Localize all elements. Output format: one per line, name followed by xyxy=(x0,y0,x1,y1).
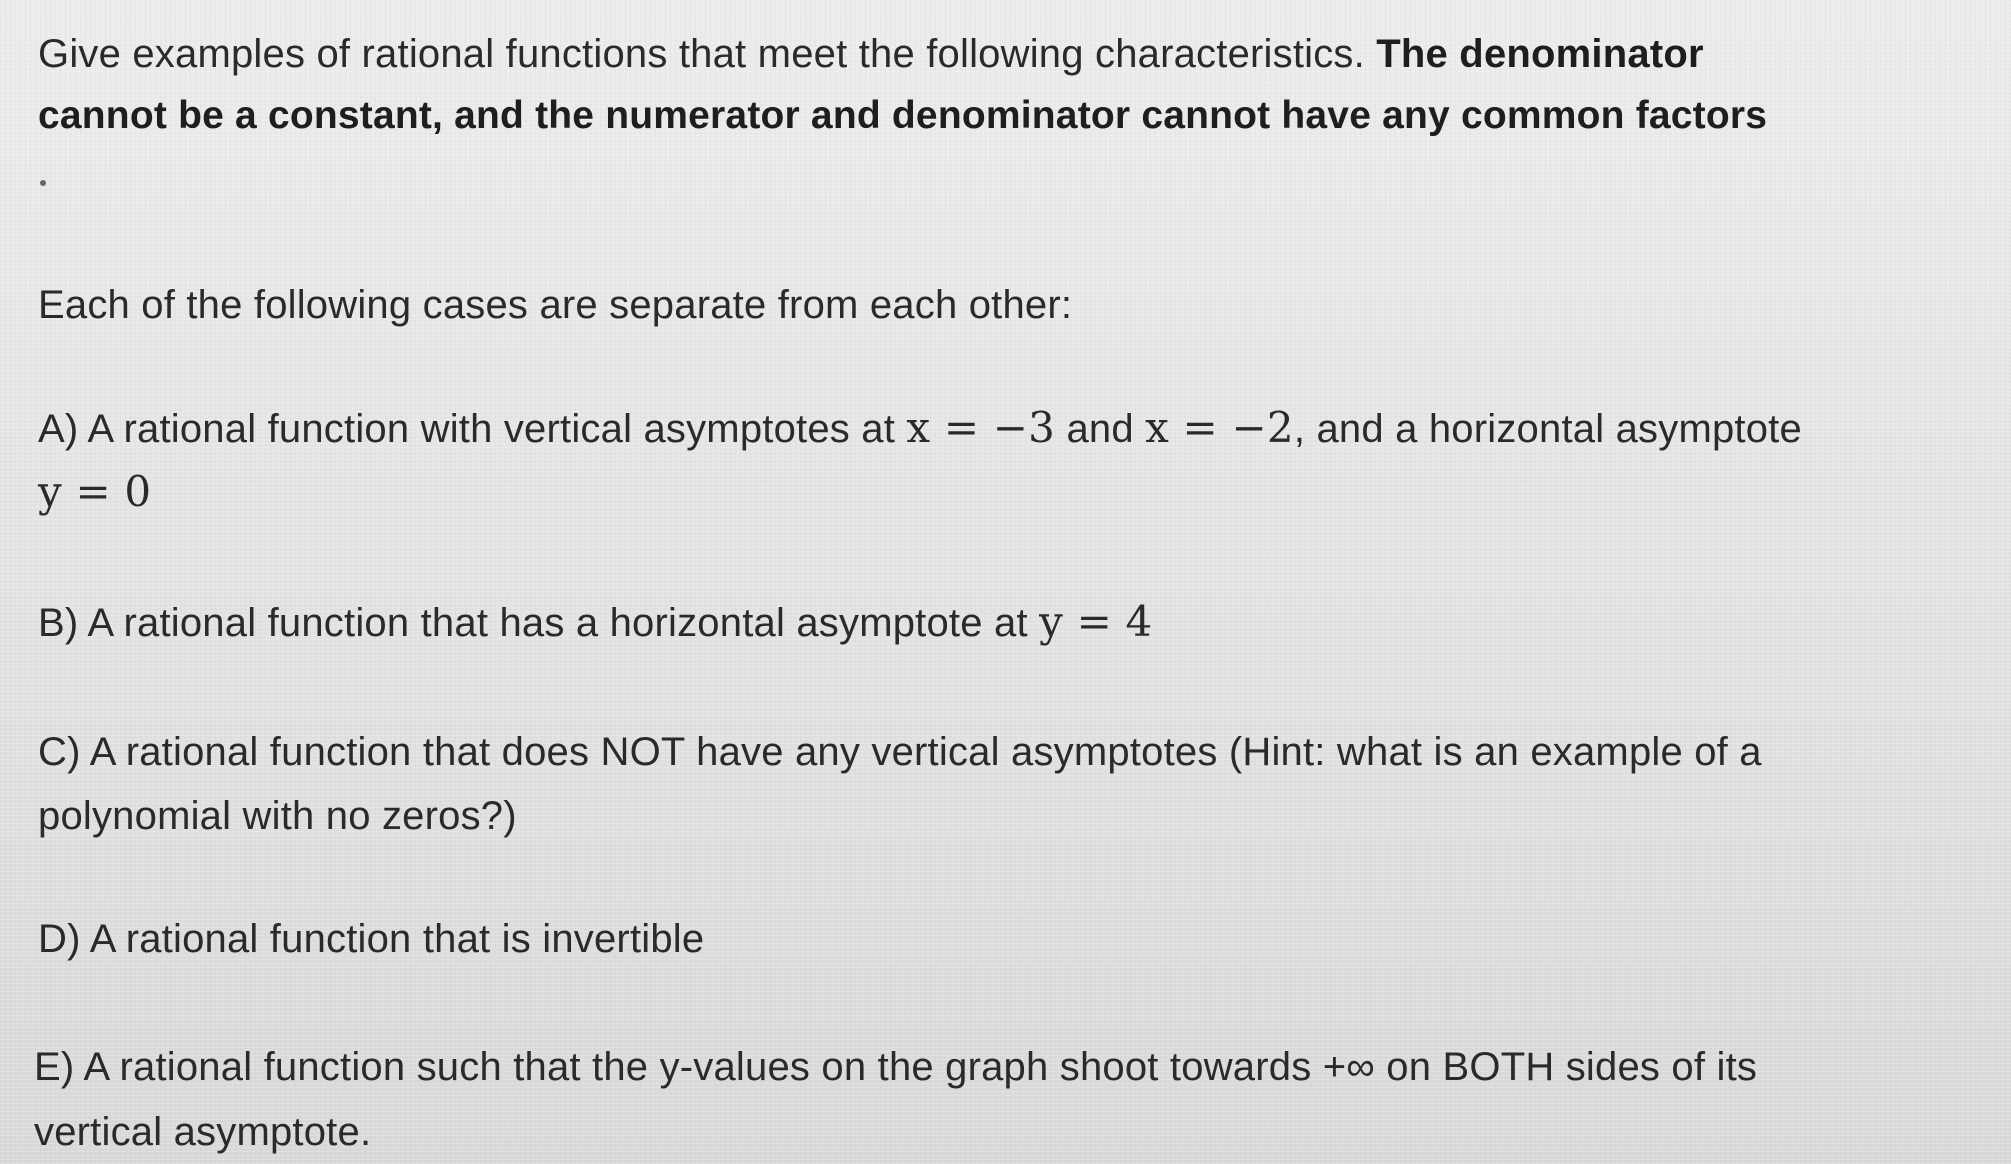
separate-note-text: Each of the following cases are separate from each other: xyxy=(38,283,1073,327)
item-c-text-1: C) A rational function that does NOT have any vertical asymptotes (Hint: what is an example of a xyxy=(38,730,1762,774)
item-a-math-2: x = −2 xyxy=(1145,403,1294,452)
item-a-text-1: A) A rational function with vertical asymptotes at xyxy=(38,407,896,451)
item-a-text-3: , and a horizontal asymptote xyxy=(1293,407,1802,451)
item-a-line-2 xyxy=(38,468,151,517)
item-a-math-1: x = −3 xyxy=(906,403,1056,452)
item-a-math-3: y = 0 xyxy=(38,467,152,516)
intro-bold-text-1: The denominator xyxy=(1376,32,1704,76)
item-c-text-2: polynomial with no zeros?) xyxy=(38,794,517,838)
intro-line-2 xyxy=(38,92,1767,140)
item-b-text: B) A rational function that has a horizontal asymptote at xyxy=(38,601,1028,645)
item-e-text-1: E) A rational function such that the y-values on the graph shoot towards +∞ on BOTH sides of its xyxy=(34,1045,1758,1089)
item-a-line-1 xyxy=(38,404,1802,453)
item-b-math: y = 4 xyxy=(1039,597,1153,646)
item-b xyxy=(38,598,1152,647)
intro-line-1 xyxy=(38,30,1704,78)
item-a-text-2: and xyxy=(1066,407,1134,451)
item-d xyxy=(38,915,704,963)
item-e-line-2 xyxy=(34,1108,371,1156)
item-c-line-1 xyxy=(38,728,1762,776)
item-e-text-2: vertical asymptote. xyxy=(34,1110,372,1154)
item-d-text: D) A rational function that is invertible xyxy=(38,917,705,961)
intro-bold-text-2: cannot be a constant, and the numerator and denominator cannot have any common factors xyxy=(38,94,1768,137)
item-e-line-1 xyxy=(34,1043,1757,1091)
stray-dot xyxy=(40,180,46,186)
item-c-line-2 xyxy=(38,792,517,840)
intro-text: Give examples of rational functions that meet the following characteristics. xyxy=(38,32,1365,76)
separate-note xyxy=(38,281,1072,329)
